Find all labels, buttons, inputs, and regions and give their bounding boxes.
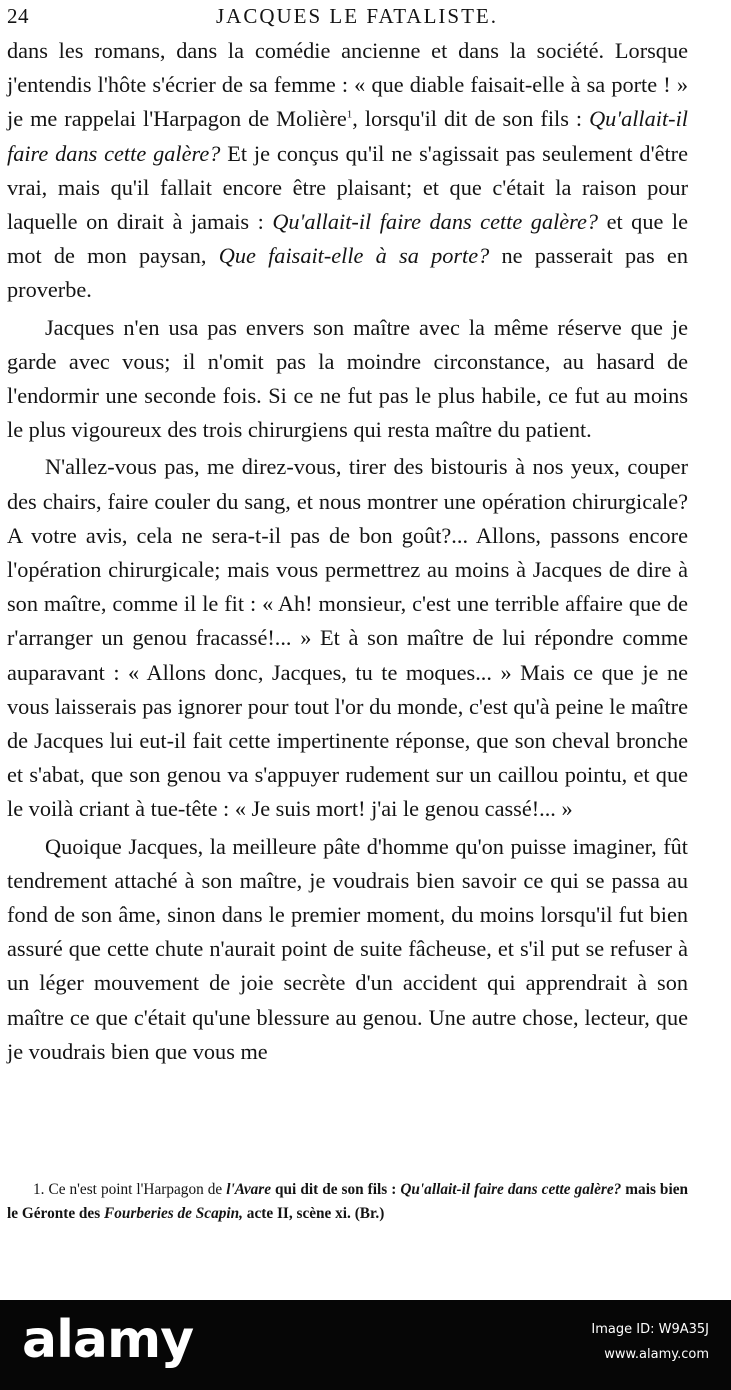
paragraph-1-quote-2: Qu'allait-il faire dans cette galère? xyxy=(272,209,599,235)
paragraph-1-quote-3: Que faisait-elle à sa porte? xyxy=(218,243,490,269)
paragraph-3: N'allez-vous pas, me direz-vous, tirer des bistouris à nos yeux, couper des chairs, faire couler du sang, et nous montrer une opération chirurgicale? A votre avis, cela ne sera-t-il pas de bon goût?... Allons, passons encore l'opération chirurgicale; mais vous permettrez au moins à Jacques de dire à son maître, comme il le fit : « Ah! monsieur, c'est une terrible affaire que de r'arranger un genou fracassé!... » Et à son maître de lui répondre comme auparavant : « Allons donc, Jacques, tu te moques... » Mais ce que je ne vous laisserais pas ignorer pour tout l'or du monde, c'est qu'à peine le maître de Jacques lui eut-il fait cette impertinente réponse, que son cheval bronche et s'abat, que son genou va s'appuyer rudement sur un caillou pointu, et que le voilà criant à tue-tête : « Je suis mort! j'ai le genou cassé!... » xyxy=(7,454,688,822)
image-id-label: Image ID: W9A35J xyxy=(591,1322,709,1337)
page-header xyxy=(7,0,707,30)
running-title: JACQUES LE FATALISTE. xyxy=(215,4,498,28)
footnote-title-avare: l'Avare xyxy=(226,1181,271,1198)
paragraph-1-part-b: , lorsqu'il dit de son fils : xyxy=(352,106,590,132)
page-number: 24 xyxy=(7,4,29,28)
footnote xyxy=(7,1178,688,1225)
paragraph-4: Quoique Jacques, la meilleure pâte d'homme qu'on puisse imaginer, fût tendrement attaché à son maître, je voudrais bien savoir ce qui se passa au fond de son âme, sinon dans le premier moment, du moins lorsqu'il fut bien assuré que cette chute n'aurait point de suite fâcheuse, et s'il put se refuser à un léger mouvement de joie secrète d'un accident qui apprendrait à son maître ce que c'était qu'une blessure au genou. Une autre chose, lecteur, que je voudrais bien que vous me xyxy=(7,833,688,1064)
footnote-quote: Qu'allait-il faire dans cette galère? xyxy=(400,1181,622,1198)
paragraph-1-quote-1: Qu'allait-il faire dans cette galère? xyxy=(7,106,688,166)
footnote-part-g: acte II, scène xi. (Br.) xyxy=(242,1204,385,1222)
paragraph-1-part-d: Et je conçus qu'il ne s'agissait pas seulement d'être vrai, mais qu'il fallait encore être plaisant; et que c'était la raison pour laquelle on dirait à jamais : xyxy=(7,140,688,235)
paragraph-1-part-f: et que le mot de mon paysan, xyxy=(7,209,688,269)
body-text xyxy=(7,34,688,1069)
footnote-part-e: mais bien le Géronte des xyxy=(7,1181,688,1222)
paragraph-1-part-a: dans les romans, dans la comédie ancienne et dans la société. Lorsque j'entendis l'hôte s'écrier de sa femme : « que diable faisait-elle à sa porte ! » je me rappelai l'Harpagon de Molière xyxy=(7,38,688,132)
paragraph-2: Jacques n'en usa pas envers son maître avec la même réserve que je garde avec vous; il n'omit pas la moindre circonstance, au hasard de l'endormir une seconde fois. Si ce ne fut pas le plus habile, ce fut au moins le plus vigoureux des trois chirurgiens qui resta maître du patient. xyxy=(7,314,688,443)
alamy-logo: alamy xyxy=(22,1310,194,1370)
footnote-part-c: qui dit de son fils : xyxy=(271,1181,401,1198)
paragraph-1 xyxy=(7,34,688,308)
paragraph-1-part-h: ne passerait pas en proverbe. xyxy=(7,243,688,303)
footnote-title-scapin: Fourberies de Scapin, xyxy=(104,1204,243,1222)
footnote-ref: 1 xyxy=(346,108,353,121)
footnote-text xyxy=(7,1178,688,1225)
site-url: www.alamy.com xyxy=(604,1347,709,1362)
footnote-part-a: 1. Ce n'est point l'Harpagon de xyxy=(33,1181,227,1198)
